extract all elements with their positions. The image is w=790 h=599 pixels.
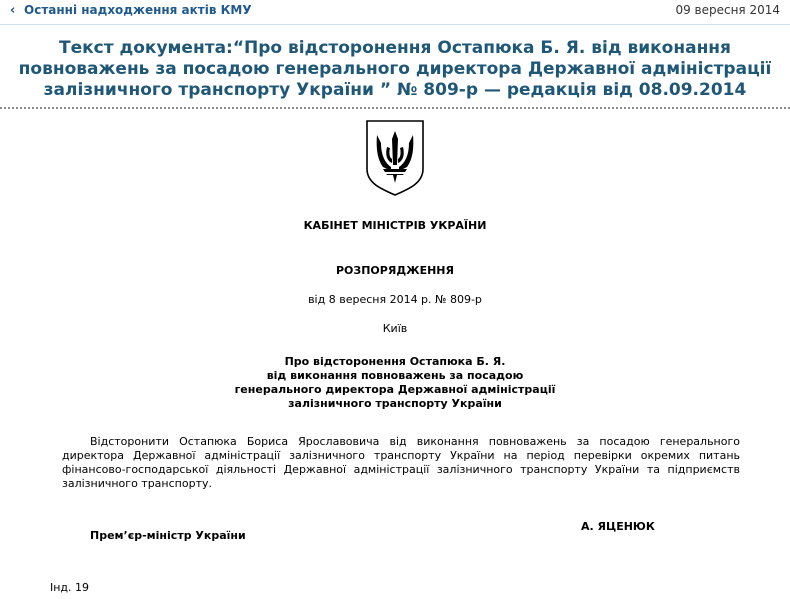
act-index: Інд. 19	[50, 581, 90, 594]
subject-line: Про відсторонення Остапюка Б. Я.	[284, 355, 506, 368]
back-link-label: Останні надходження актів КМУ	[24, 3, 252, 17]
chevron-left-icon: ‹	[10, 3, 16, 18]
top-bar	[0, 0, 790, 22]
signer-position: Прем’єр-міністр України	[90, 529, 246, 542]
subject-line: залізничного транспорту України	[288, 397, 502, 410]
back-link[interactable]	[10, 3, 252, 18]
act-type: РОЗПОРЯДЖЕННЯ	[336, 264, 454, 277]
header-divider	[0, 24, 790, 25]
issuer: КАБІНЕТ МІНІСТРІВ УКРАЇНИ	[303, 219, 487, 232]
act-city: Київ	[382, 322, 408, 335]
title-divider	[0, 107, 790, 109]
subject-line: генерального директора Державної адміністрації	[234, 383, 556, 396]
trident-emblem-icon	[363, 117, 427, 197]
page-title: Текст документа:“Про відсторонення Остапюка Б. Я. від виконання повноважень за посадою генерального директора Державної адміністрації залізничного транспорту України ” № 809-р — редакція від 08.09.2014	[18, 38, 772, 100]
act-date-number: від 8 вересня 2014 р. № 809-р	[308, 293, 482, 306]
subject-line: від виконання повноважень за посадою	[266, 369, 524, 382]
signer-name: А. ЯЦЕНЮК	[581, 520, 655, 533]
act-subject	[180, 355, 610, 411]
header-date: 09 вересня 2014	[675, 3, 780, 17]
act-body: Відсторонити Остапюка Бориса Ярославовича від виконання повноважень за посадою генерального директора Державної адміністрації залізничного транспорту України на період перевірки окремих питань фінансово-господарської діяльності Державної адміністрації залізничного транспорту України та підприємств залізничного транспорту.	[62, 435, 740, 490]
